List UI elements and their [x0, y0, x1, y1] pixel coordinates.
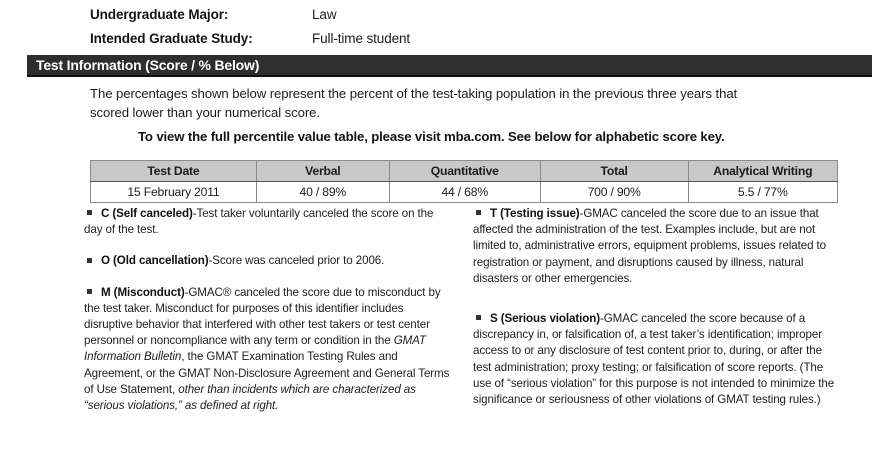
column-header-verbal: Verbal [256, 161, 389, 182]
undergraduate-major-label: Undergraduate Major: [90, 7, 229, 22]
score-key-term-m: M (Misconduct) [101, 285, 185, 299]
notes-spacer [473, 302, 840, 311]
square-bullet-icon [87, 258, 92, 263]
square-bullet-icon [87, 289, 92, 294]
score-table [90, 160, 838, 203]
score-key-body-m-serious-violations-clause: other than incidents which are characterized as “serious violations,” as defined at right. [84, 382, 416, 413]
score-key-item-t [473, 206, 840, 287]
score-key-body-o: -Score was canceled prior to 2006. [208, 254, 385, 268]
score-key-body-m-part2: , the GMAT Examination Testing Rules and Agreement, or the GMAT Non-Disclosure Agreement and General Terms of Use Statement, [84, 350, 450, 396]
square-bullet-icon [476, 315, 481, 320]
score-key-term-o: O (Old cancellation) [101, 254, 209, 268]
square-bullet-icon [476, 210, 481, 215]
info-row-undergraduate-major [90, 3, 790, 27]
score-key-left-column [84, 206, 451, 414]
column-header-analytical-writing: Analytical Writing [688, 161, 837, 182]
score-key-term-c: C (Self canceled) [101, 207, 193, 220]
square-bullet-icon [87, 210, 92, 215]
percentile-explanation-text: The percentages shown below represent the percent of the test-taking population in the previous three years that scored lower than your numerical score. [90, 86, 738, 120]
score-key-body-m-bulletin-title: GMAT Information Bulletin [84, 334, 426, 364]
score-table-container [90, 160, 838, 203]
score-key-right-column [473, 206, 840, 414]
cell-total: 700 / 90% [540, 182, 688, 203]
score-key-body-c: -Test taker voluntarily canceled the score on the day of the test. [84, 207, 434, 237]
cell-quantitative: 44 / 68% [389, 182, 540, 203]
intended-graduate-study-value: Full-time student [312, 31, 411, 46]
info-row-intended-graduate-study [90, 27, 790, 51]
table-row [91, 182, 838, 203]
score-key-item-m [84, 285, 451, 415]
score-key-body-m-part1: -GMAC® canceled the score due to misconduct by the test taker. Misconduct for purposes of this identifier includes disruptive behavior that interfered with other test takers or test center personnel or noncompliance with any term or condition in the [84, 285, 441, 348]
table-header-row [91, 161, 838, 182]
column-header-test-date: Test Date [91, 161, 257, 182]
score-key-body-t: -GMAC canceled the score due to an issue that affected the administration of the test. Examples include, but are not limited to, administrative errors, equipment problems, issues related to registration or payment, and disruptions caused by illness, natural disasters or other emergencies. [473, 207, 827, 285]
test-information-section-bar [27, 55, 872, 77]
undergraduate-major-value: Law [312, 7, 337, 22]
applicant-info-block [90, 3, 790, 51]
score-key-notes [84, 206, 840, 414]
score-key-term-s: S (Serious violation) [490, 312, 600, 326]
intended-graduate-study-label: Intended Graduate Study: [90, 31, 253, 46]
column-header-quantitative: Quantitative [389, 161, 540, 182]
score-key-item-o [84, 253, 451, 269]
percentile-table-notice: To view the full percentile value table, please visit mba.com. See below for alphabetic score key. [138, 129, 725, 144]
score-key-item-s [473, 311, 840, 408]
cell-analytical-writing: 5.5 / 77% [688, 182, 837, 203]
cell-verbal: 40 / 89% [256, 182, 389, 203]
section-title: Test Information (Score / % Below) [36, 57, 260, 73]
score-key-term-t: T (Testing issue) [490, 207, 580, 220]
score-key-body-s: -GMAC canceled the score because of a discrepancy in, or falsification of, a test taker’s identification; improper access to or any disclosure of test content prior to, during, or after the test administration; proxy testing; or falsification of score reports. (The use of “serious violation” for this purpose is not intended to minimize the significance or seriousness of other violations of GMAT testing rules.) [473, 312, 835, 407]
column-header-total: Total [540, 161, 688, 182]
score-key-item-c [84, 206, 451, 238]
cell-test-date: 15 February 2011 [91, 182, 257, 203]
